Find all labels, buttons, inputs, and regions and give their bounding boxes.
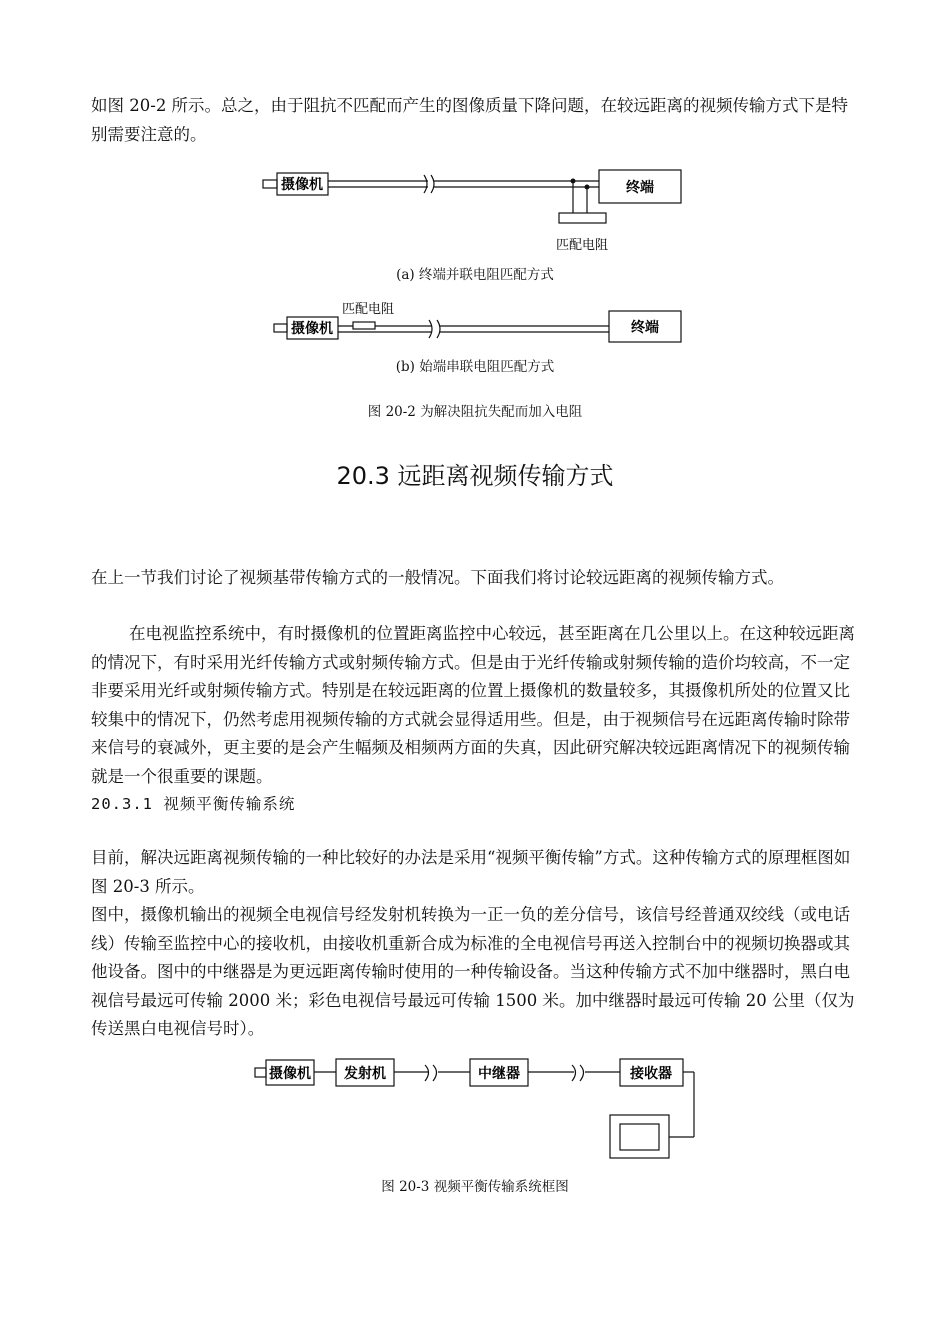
camera-label: 摄像机 (281, 177, 323, 193)
subsection-heading: 20.3.1 视频平衡传输系统 (91, 795, 296, 813)
figure-20-3-caption: 图 20-3 视频平衡传输系统框图 (381, 1179, 569, 1195)
paragraph-2: 在电视监控系统中，有时摄像机的位置距离监控中心较远，甚至距离在几公里以上。在这种较远距离的情况下，有时采用光纤传输方式或射频传输方式。但是由于光纤传输或射频传输的造价均较高，不一定非要采用光纤或射频传输方式。特别是在较远距离的位置上摄像机的数量较多，其摄像机所处的位置又比较集中的情况下，仍然考虑用视频传输的方式就会显得适用些。但是，由于视频信号在远距离传输时除带来信号的衰减外，更主要的是会产生幅频及相频两方面的失真，因此研究解决较远距离情况下的视频传输就是一个很重要的课题。 (91, 624, 855, 786)
terminal-label: 终端 (626, 180, 654, 196)
figure-20-2b (0, 296, 950, 356)
paragraph-4: 图中，摄像机输出的视频全电视信号经发射机转换为一正一负的差分信号，该信号经普通双绞线（或电话线）传输至监控中心的接收机，由接收机重新合成为标准的全电视信号再送入控制台中的视频切换器或其他设备。图中的中继器是为更远距离传输时使用的一种传输设备。当这种传输方式不加中继器时，黑白电视信号最远可传输 2000 米；彩色电视信号最远可传输 1500 米。加中继器时最远可传输 20 公里（仅为传送黑白电视信号时）。 (91, 905, 855, 1038)
section-heading: 20.3 远距离视频传输方式 (336, 462, 614, 490)
transmitter-label: 发射机 (344, 1066, 386, 1082)
figure-20-2-caption: 图 20-2 为解决阻抗失配而加入电阻 (367, 404, 583, 420)
camera-label: 摄像机 (269, 1066, 311, 1082)
figure-20-3 (0, 1055, 950, 1165)
caption-20-2a: (a) 终端并联电阻匹配方式 (396, 267, 554, 283)
repeater-label: 中继器 (478, 1066, 520, 1082)
figure-20-2a (0, 165, 950, 265)
camera-label: 摄像机 (291, 321, 333, 337)
intro-paragraph: 如图 20-2 所示。总之，由于阻抗不匹配而产生的图像质量下降问题，在较远距离的视频传输方式下是特别需要注意的。 (91, 96, 849, 144)
paragraph-1: 在上一节我们讨论了视频基带传输方式的一般情况。下面我们将讨论较远距离的视频传输方式。 (91, 568, 784, 587)
resistor-label: 匹配电阻 (341, 302, 395, 317)
caption-20-2b: (b) 始端串联电阻匹配方式 (395, 359, 555, 375)
paragraph-3: 目前，解决远距离视频传输的一种比较好的办法是采用“视频平衡传输”方式。这种传输方式的原理框图如图 20-3 所示。 (91, 848, 851, 896)
terminal-label: 终端 (631, 320, 659, 336)
resistor-label: 匹配电阻 (555, 238, 609, 253)
receiver-label: 接收器 (630, 1066, 672, 1082)
